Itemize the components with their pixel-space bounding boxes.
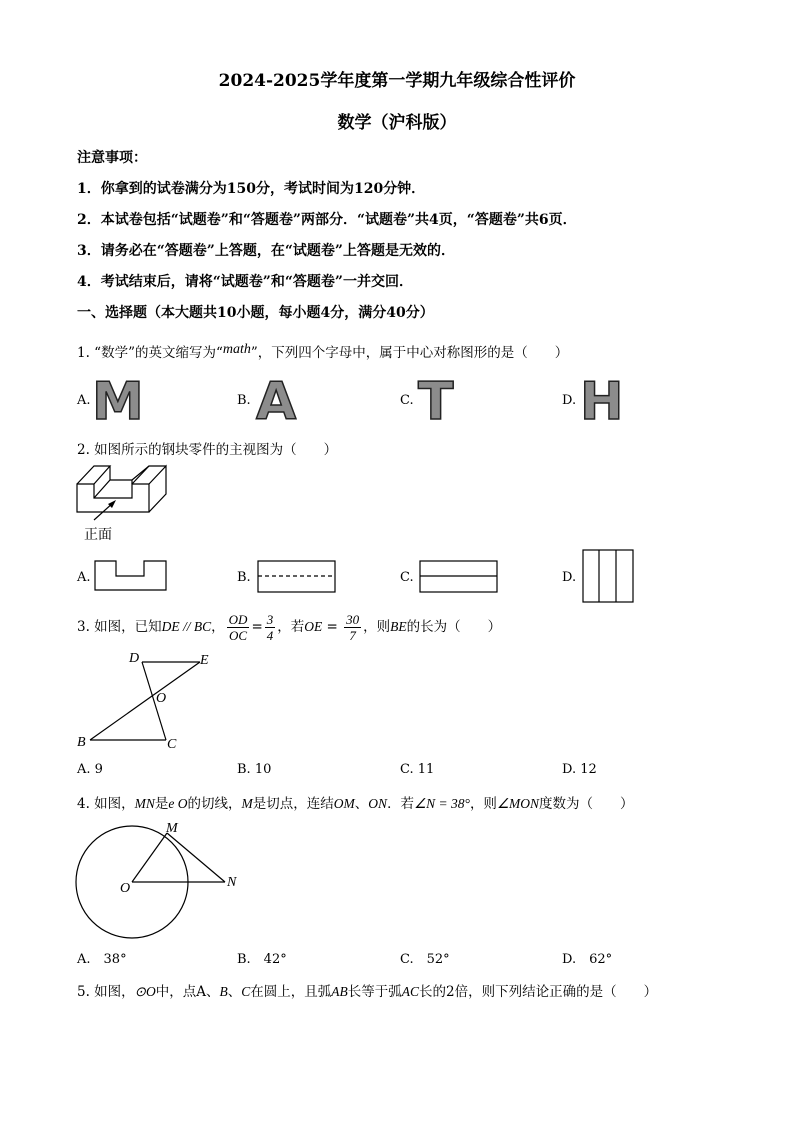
question-5-stem: 5. 如图，⊙O中，点A、B、C在圆上，且弧AB长等于弧AC长的2倍，则下列结论正确的是（ ） [77, 984, 658, 1000]
arrow-icon [88, 496, 128, 526]
letter-t-image: T [418, 372, 454, 432]
point-label: M [166, 821, 178, 836]
option-label: D. [562, 570, 577, 585]
question-2-stem: 2. 如图所示的钢块零件的主视图为（ ） [77, 442, 338, 458]
letter-h-image: H [580, 372, 624, 432]
fraction-od-oc: $\frac{OD}{OC}$ [228, 612, 248, 643]
option-d: D. 12 [562, 762, 597, 777]
section-heading: 一、选择题（本大题共10小题，每小题4分，满分40分） [77, 305, 434, 321]
option-label: C. [400, 570, 414, 585]
question-3-stem: 3. 如图，已知DE // BC， $\frac{OD}{OC}$ = $\frac{3}{4}$ ，若OE = $\frac{30}{7}$ ，则BE的长为（ ） [77, 612, 502, 643]
letter-a-image: A [256, 372, 297, 432]
option-d: D. 62° [562, 952, 613, 967]
note-item: 3．请务必在“答题卷”上答题，在“试题卷”上答题是无效的． [77, 243, 455, 259]
point-label: B [77, 735, 86, 750]
note-item: 4．考试结束后，请将“试题卷”和“答题卷”一并交回． [77, 274, 413, 290]
exam-subtitle: 数学（沪科版） [337, 113, 457, 133]
notes-heading: 注意事项： [77, 150, 147, 166]
note-item: 1．你拿到的试卷满分为150分，考试时间为120分钟． [77, 181, 426, 197]
option-label: D. [562, 393, 577, 408]
circle-figure-q4 [70, 815, 250, 945]
option-b: B. 42° [237, 952, 287, 967]
exam-title: 2024-2025学年度第一学期九年级综合性评价 [218, 71, 576, 91]
option-a: A. 38° [77, 952, 127, 967]
option-label: A. [77, 393, 91, 408]
front-label: 正面 [84, 527, 112, 543]
option-b: B. 10 [237, 762, 272, 777]
option-a-view [94, 558, 168, 592]
question-1-stem: 1. “数学”的英文缩写为“math”，下列四个字母中，属于中心对称图形的是（ ） [77, 342, 569, 361]
point-label: O [120, 881, 131, 896]
point-label: C [167, 737, 177, 752]
point-label: O [156, 691, 167, 706]
point-label: E [200, 653, 209, 668]
option-c-view [419, 560, 499, 594]
option-d-view [582, 549, 636, 604]
question-4-stem: 4. 如图，MN是e O的切线，M是切点，连结OM、ON．若∠N = 38°，则∠MON度数为（ ） [77, 796, 634, 812]
option-b-view [257, 560, 337, 594]
option-label: C. [400, 393, 414, 408]
point-label: N [227, 875, 237, 890]
triangle-figure-q3 [72, 648, 222, 752]
option-label: A. [77, 570, 91, 585]
fraction-30-7: $\frac{30}{7}$ [346, 612, 360, 643]
option-c: C. 11 [400, 762, 435, 777]
note-item: 2．本试卷包括“试题卷”和“答题卷”两部分．“试题卷”共4页，“答题卷”共6页． [77, 212, 577, 228]
fraction-3-4: $\frac{3}{4}$ [266, 612, 274, 643]
point-label: D [129, 651, 140, 666]
letter-m-image: M [92, 372, 144, 432]
option-c: C. 52° [400, 952, 450, 967]
math-word: math [222, 342, 251, 357]
option-a: A. 9 [77, 762, 103, 777]
option-label: B. [237, 393, 251, 408]
option-label: B. [237, 570, 251, 585]
